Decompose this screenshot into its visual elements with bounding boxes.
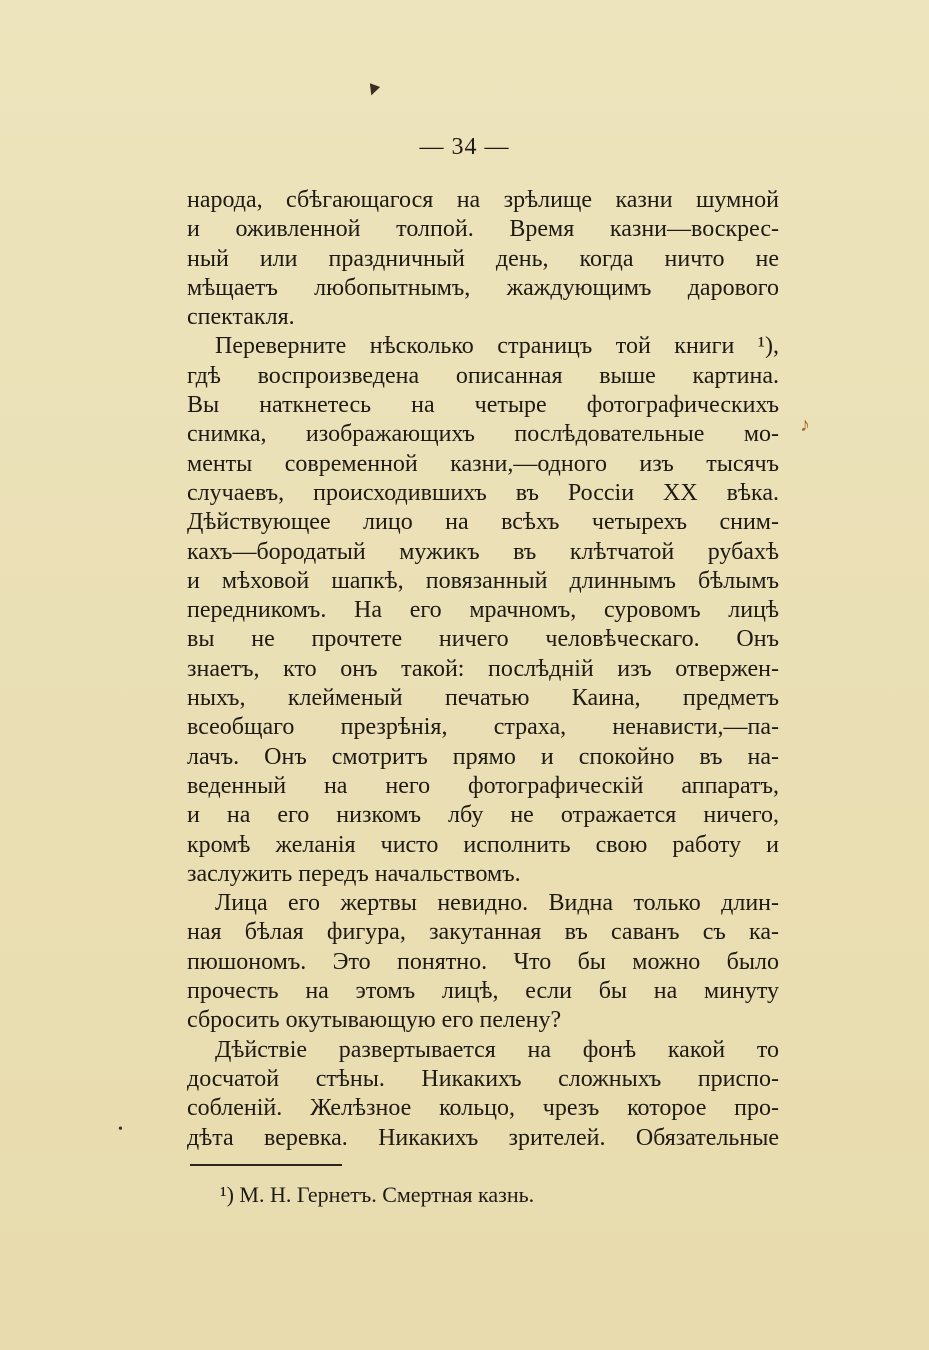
text-line: и мѣховой шапкѣ, повязанный длиннымъ бѣлымъ — [187, 567, 779, 594]
text-line: Лица его жертвы невидно. Видна только длин- — [215, 890, 779, 917]
text-line: передникомъ. На его мрачномъ, суровомъ лицѣ — [187, 597, 779, 624]
ink-mark: ♪ — [800, 414, 810, 436]
text-line: Дѣйствіе развертывается на фонѣ какой то — [215, 1036, 779, 1063]
text-line: ныхъ, клейменый печатью Каина, предметъ — [187, 685, 779, 712]
footnote-divider — [190, 1164, 342, 1166]
text-line: Переверните нѣсколько страницъ той книги ¹), — [215, 333, 779, 360]
text-line: гдѣ воспроизведена описанная выше картина. — [187, 362, 779, 389]
text-line: вы не прочтете ничего человѣческаго. Онъ — [187, 626, 779, 653]
text-line: снимка, изображающихъ послѣдовательные мо- — [187, 421, 779, 448]
text-line: всеобщаго презрѣнія, страха, ненависти,—па- — [187, 714, 779, 741]
text-line: ный или праздничный день, когда ничто не — [187, 245, 779, 272]
text-line: и оживленной толпой. Время казни—воскрес- — [187, 216, 779, 243]
text-line: лачъ. Онъ смотритъ прямо и спокойно въ на- — [187, 743, 779, 770]
ink-mark: ▾ — [364, 74, 384, 103]
text-line: пюшономъ. Это понятно. Что бы можно было — [187, 948, 779, 975]
text-line: менты современной казни,—одного изъ тысячъ — [187, 450, 779, 477]
text-line: Дѣйствующее лицо на всѣхъ четырехъ сним- — [187, 509, 779, 536]
footnote: ¹) М. Н. Гернетъ. Смертная казнь. — [220, 1182, 535, 1207]
text-line: мѣщаетъ любопытнымъ, жаждующимъ дарового — [187, 274, 779, 301]
text-line: спектакля. — [187, 304, 295, 331]
text-line: и на его низкомъ лбу не отражается ничего, — [187, 802, 779, 829]
text-line: кромѣ желанія чисто исполнить свою работу и — [187, 831, 779, 858]
text-line: кахъ—бородатый мужикъ въ клѣтчатой рубахѣ — [187, 538, 779, 565]
main-text — [187, 186, 779, 1153]
ink-mark: • — [118, 1122, 123, 1137]
text-line: собленій. Желѣзное кольцо, чрезъ которое про- — [187, 1095, 779, 1122]
text-line: веденный на него фотографическій аппаратъ, — [187, 772, 779, 799]
text-line: случаевъ, происходившихъ въ Россіи XX вѣка. — [187, 479, 779, 506]
text-line: ная бѣлая фигура, закутанная въ саванъ съ ка- — [187, 919, 779, 946]
text-line: прочесть на этомъ лицѣ, если бы на минуту — [187, 978, 779, 1005]
text-line: Вы наткнетесь на четыре фотографическихъ — [187, 392, 779, 419]
text-line: сбросить окутывающую его пелену? — [187, 1007, 562, 1034]
text-line: дѣта веревка. Никакихъ зрителей. Обязательные — [187, 1124, 779, 1151]
text-line: заслужить передъ начальствомъ. — [187, 860, 521, 887]
text-line: народа, сбѣгающагося на зрѣлище казни шумной — [187, 187, 779, 213]
text-line: досчатой стѣны. Никакихъ сложныхъ приспо- — [187, 1065, 779, 1092]
text-line: знаетъ, кто онъ такой: послѣдній изъ отвержен- — [187, 655, 779, 682]
page-number: — 34 — — [419, 134, 510, 160]
